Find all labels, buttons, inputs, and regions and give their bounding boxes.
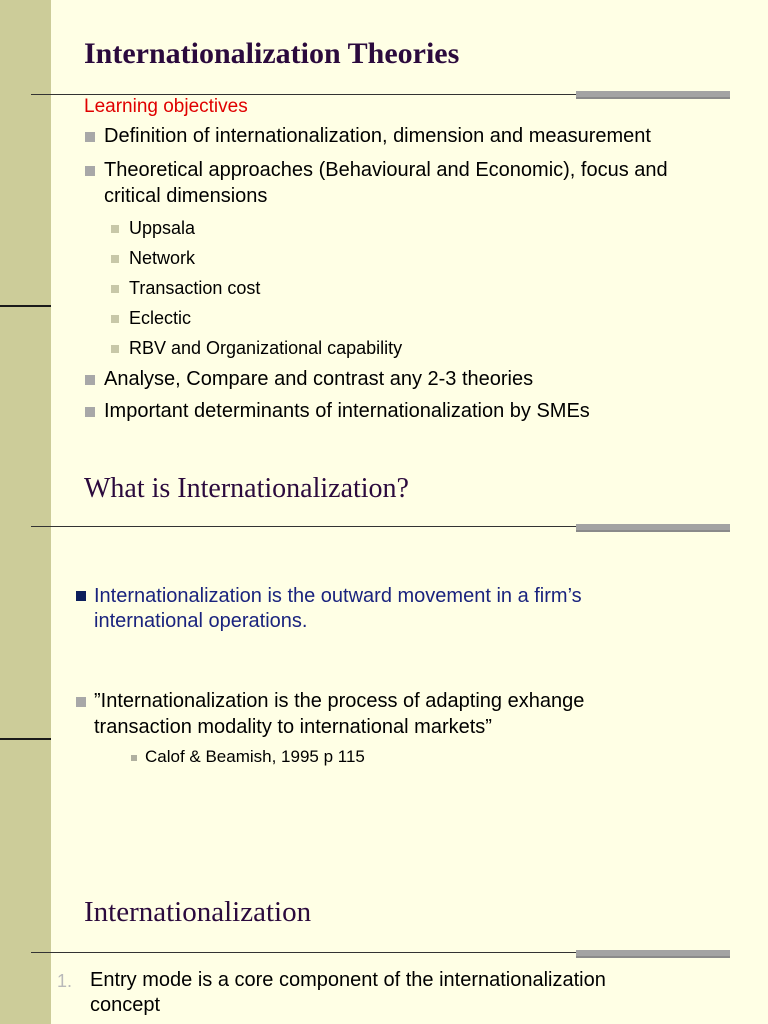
slide-sidebar (0, 866, 51, 1024)
slide-title: Internationalization Theories (84, 37, 460, 70)
sub-bullet-icon (111, 315, 119, 323)
slide-sidebar (0, 433, 51, 866)
theory-item: RBV and Organizational capability (129, 338, 403, 358)
theory-item: Eclectic (129, 308, 192, 328)
title-accent-bar (576, 91, 730, 99)
entry-mode-text: Entry mode is a core component of the internationalization (90, 969, 606, 991)
objective-item: Definition of internationalization, dimension and measurement (104, 125, 651, 147)
objective-item: Important determinants of internationalization by SMEs (104, 400, 590, 422)
theory-item: Uppsala (129, 218, 196, 238)
sub-bullet-icon (131, 755, 137, 761)
title-accent-bar (576, 524, 730, 532)
slide-2 (0, 433, 768, 866)
theory-item: Transaction cost (129, 278, 261, 298)
bullet-square-icon (76, 591, 86, 601)
learning-objectives-label: Learning objectives (84, 96, 248, 117)
quote-text: ”Internationalization is the process of adapting exhange (94, 690, 585, 712)
citation-text: Calof & Beamish, 1995 p 115 (145, 747, 365, 766)
theory-item: Network (129, 248, 196, 268)
bullet-square-icon (85, 166, 95, 176)
sidebar-rule (0, 305, 51, 307)
objective-item-continued: critical dimensions (104, 185, 268, 207)
sub-bullet-icon (111, 225, 119, 233)
slide-3 (0, 866, 768, 1024)
slide-sidebar (0, 0, 51, 433)
entry-mode-text-continued: concept (90, 994, 161, 1016)
sub-bullet-icon (111, 255, 119, 263)
quote-text-continued: transaction modality to international markets” (94, 716, 492, 738)
bullet-square-icon (85, 375, 95, 385)
slide-title: Internationalization (84, 896, 312, 928)
bullet-square-icon (85, 132, 95, 142)
title-accent-bar (576, 950, 730, 958)
definition-text: Internationalization is the outward movement in a firm’s (94, 585, 582, 607)
slide-title: What is Internationalization? (84, 473, 409, 504)
sidebar-rule (0, 738, 51, 740)
bullet-square-icon (85, 407, 95, 417)
bullet-square-icon (76, 697, 86, 707)
definition-text-continued: international operations. (94, 610, 308, 632)
sub-bullet-icon (111, 345, 119, 353)
objective-item: Analyse, Compare and contrast any 2-3 theories (104, 368, 534, 390)
sub-bullet-icon (111, 285, 119, 293)
slide-1 (0, 0, 768, 433)
item-number: 1. (57, 971, 73, 991)
objective-item: Theoretical approaches (Behavioural and Economic), focus and (104, 159, 668, 181)
